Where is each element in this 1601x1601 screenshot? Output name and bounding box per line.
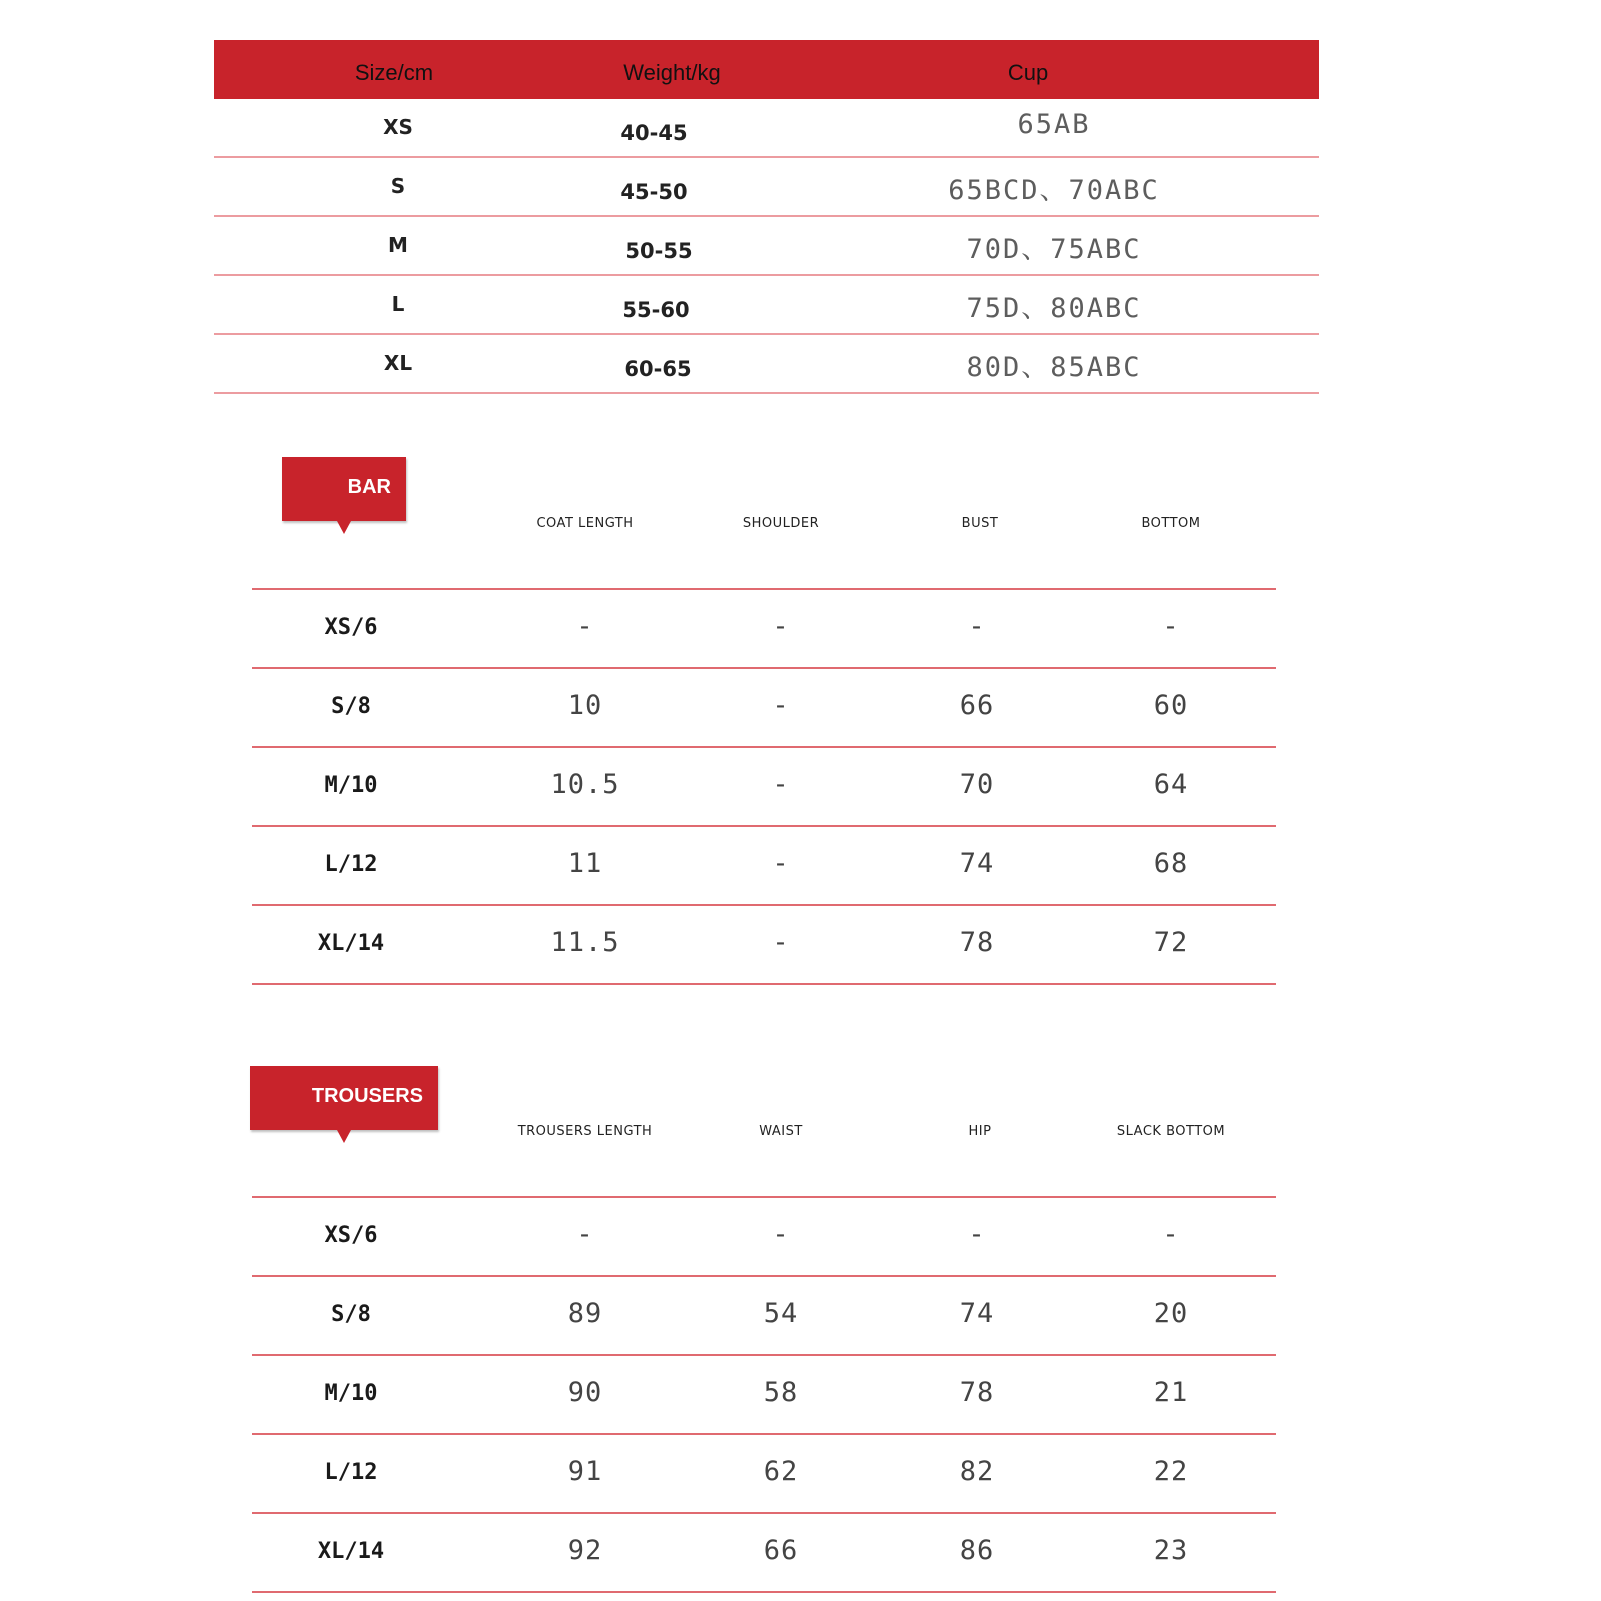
table-row xyxy=(252,904,1276,985)
value-cell: 78 xyxy=(959,927,995,958)
col-slack-bottom: SLACK BOTTOM xyxy=(1116,1124,1226,1139)
header-size: Size/cm xyxy=(354,60,434,85)
table-row xyxy=(252,1196,1276,1275)
col-coat-length: COAT LENGTH xyxy=(536,516,634,531)
value-cell: - xyxy=(968,611,986,642)
weight-cell: 55-60 xyxy=(622,298,690,322)
bar-measurement-table xyxy=(252,588,1276,985)
size-cell: XL/14 xyxy=(317,1539,385,1564)
value-cell: 20 xyxy=(1153,1298,1189,1329)
size-cell: XS/6 xyxy=(324,1223,378,1248)
weight-cell: 50-55 xyxy=(625,239,693,263)
col-bottom: BOTTOM xyxy=(1141,516,1201,531)
cup-cell: 75D、80ABC xyxy=(966,293,1142,324)
value-cell: 11.5 xyxy=(550,927,620,958)
tag-pointer-icon xyxy=(337,521,351,534)
value-cell: 66 xyxy=(959,690,995,721)
trousers-tag-label: TROUSERS xyxy=(311,1085,423,1107)
value-cell: - xyxy=(576,611,594,642)
value-cell: 78 xyxy=(959,1377,995,1408)
value-cell: 11 xyxy=(567,848,603,879)
value-cell: 66 xyxy=(763,1535,799,1566)
size-cell: L/12 xyxy=(324,852,378,877)
table-row xyxy=(252,1275,1276,1354)
size-cell: XS/6 xyxy=(324,615,378,640)
table-row xyxy=(252,588,1276,667)
size-cell: S xyxy=(390,174,406,198)
size-cell: L xyxy=(391,292,405,316)
size-cell: S/8 xyxy=(331,1302,371,1327)
weight-cell: 40-45 xyxy=(620,121,688,145)
table-row xyxy=(214,276,1319,335)
bar-section-tag xyxy=(282,457,406,521)
table-row xyxy=(252,667,1276,746)
value-cell: 74 xyxy=(959,1298,995,1329)
value-cell: 10 xyxy=(567,690,603,721)
tag-pointer-icon xyxy=(337,1130,351,1143)
size-cell: XS xyxy=(383,115,413,139)
trousers-measurement-table xyxy=(252,1196,1276,1593)
value-cell: 23 xyxy=(1153,1535,1189,1566)
table-row xyxy=(252,825,1276,904)
cup-cell: 80D、85ABC xyxy=(966,352,1142,383)
cup-cell: 70D、75ABC xyxy=(966,234,1142,265)
value-cell: 91 xyxy=(567,1456,603,1487)
table-row xyxy=(214,99,1319,158)
weight-cell: 45-50 xyxy=(620,180,688,204)
value-cell: 22 xyxy=(1153,1456,1189,1487)
col-waist: WAIST xyxy=(759,1124,803,1139)
value-cell: - xyxy=(772,1219,790,1250)
value-cell: 74 xyxy=(959,848,995,879)
size-cell: XL xyxy=(383,351,413,375)
size-weight-cup-table xyxy=(214,40,1319,394)
size-cell: L/12 xyxy=(324,1460,378,1485)
value-cell: 82 xyxy=(959,1456,995,1487)
weight-cell: 60-65 xyxy=(624,357,692,381)
value-cell: - xyxy=(1162,1219,1180,1250)
value-cell: 10.5 xyxy=(550,769,620,800)
value-cell: 64 xyxy=(1153,769,1189,800)
value-cell: 86 xyxy=(959,1535,995,1566)
cup-cell: 65AB xyxy=(1017,109,1091,140)
col-trousers-length: TROUSERS LENGTH xyxy=(517,1124,653,1139)
size-cell: M/10 xyxy=(324,773,378,798)
table-row xyxy=(214,217,1319,276)
header-cup: Cup xyxy=(1007,60,1049,85)
size-cell: M xyxy=(388,233,408,257)
table-row xyxy=(252,1512,1276,1593)
value-cell: - xyxy=(1162,611,1180,642)
header-weight: Weight/kg xyxy=(623,60,721,85)
value-cell: 54 xyxy=(763,1298,799,1329)
value-cell: 72 xyxy=(1153,927,1189,958)
trousers-section-tag xyxy=(250,1066,438,1130)
value-cell: 70 xyxy=(959,769,995,800)
table-row xyxy=(214,335,1319,394)
value-cell: - xyxy=(772,848,790,879)
value-cell: 58 xyxy=(763,1377,799,1408)
value-cell: 21 xyxy=(1153,1377,1189,1408)
value-cell: 89 xyxy=(567,1298,603,1329)
value-cell: 60 xyxy=(1153,690,1189,721)
bar-tag-label: BAR xyxy=(347,476,391,498)
size-cell: XL/14 xyxy=(317,931,385,956)
value-cell: - xyxy=(772,690,790,721)
col-shoulder: SHOULDER xyxy=(742,516,820,531)
size-cell: M/10 xyxy=(324,1381,378,1406)
cup-cell: 65BCD、70ABC xyxy=(948,175,1160,206)
table-row xyxy=(252,1433,1276,1512)
table-row xyxy=(214,158,1319,217)
value-cell: - xyxy=(772,769,790,800)
size-table-header xyxy=(214,40,1319,99)
table-row xyxy=(252,746,1276,825)
value-cell: 68 xyxy=(1153,848,1189,879)
value-cell: - xyxy=(968,1219,986,1250)
value-cell: - xyxy=(772,611,790,642)
value-cell: 62 xyxy=(763,1456,799,1487)
value-cell: - xyxy=(772,927,790,958)
col-bust: BUST xyxy=(961,516,999,531)
value-cell: - xyxy=(576,1219,594,1250)
table-row xyxy=(252,1354,1276,1433)
size-cell: S/8 xyxy=(331,694,371,719)
value-cell: 92 xyxy=(567,1535,603,1566)
col-hip: HIP xyxy=(968,1124,992,1139)
value-cell: 90 xyxy=(567,1377,603,1408)
